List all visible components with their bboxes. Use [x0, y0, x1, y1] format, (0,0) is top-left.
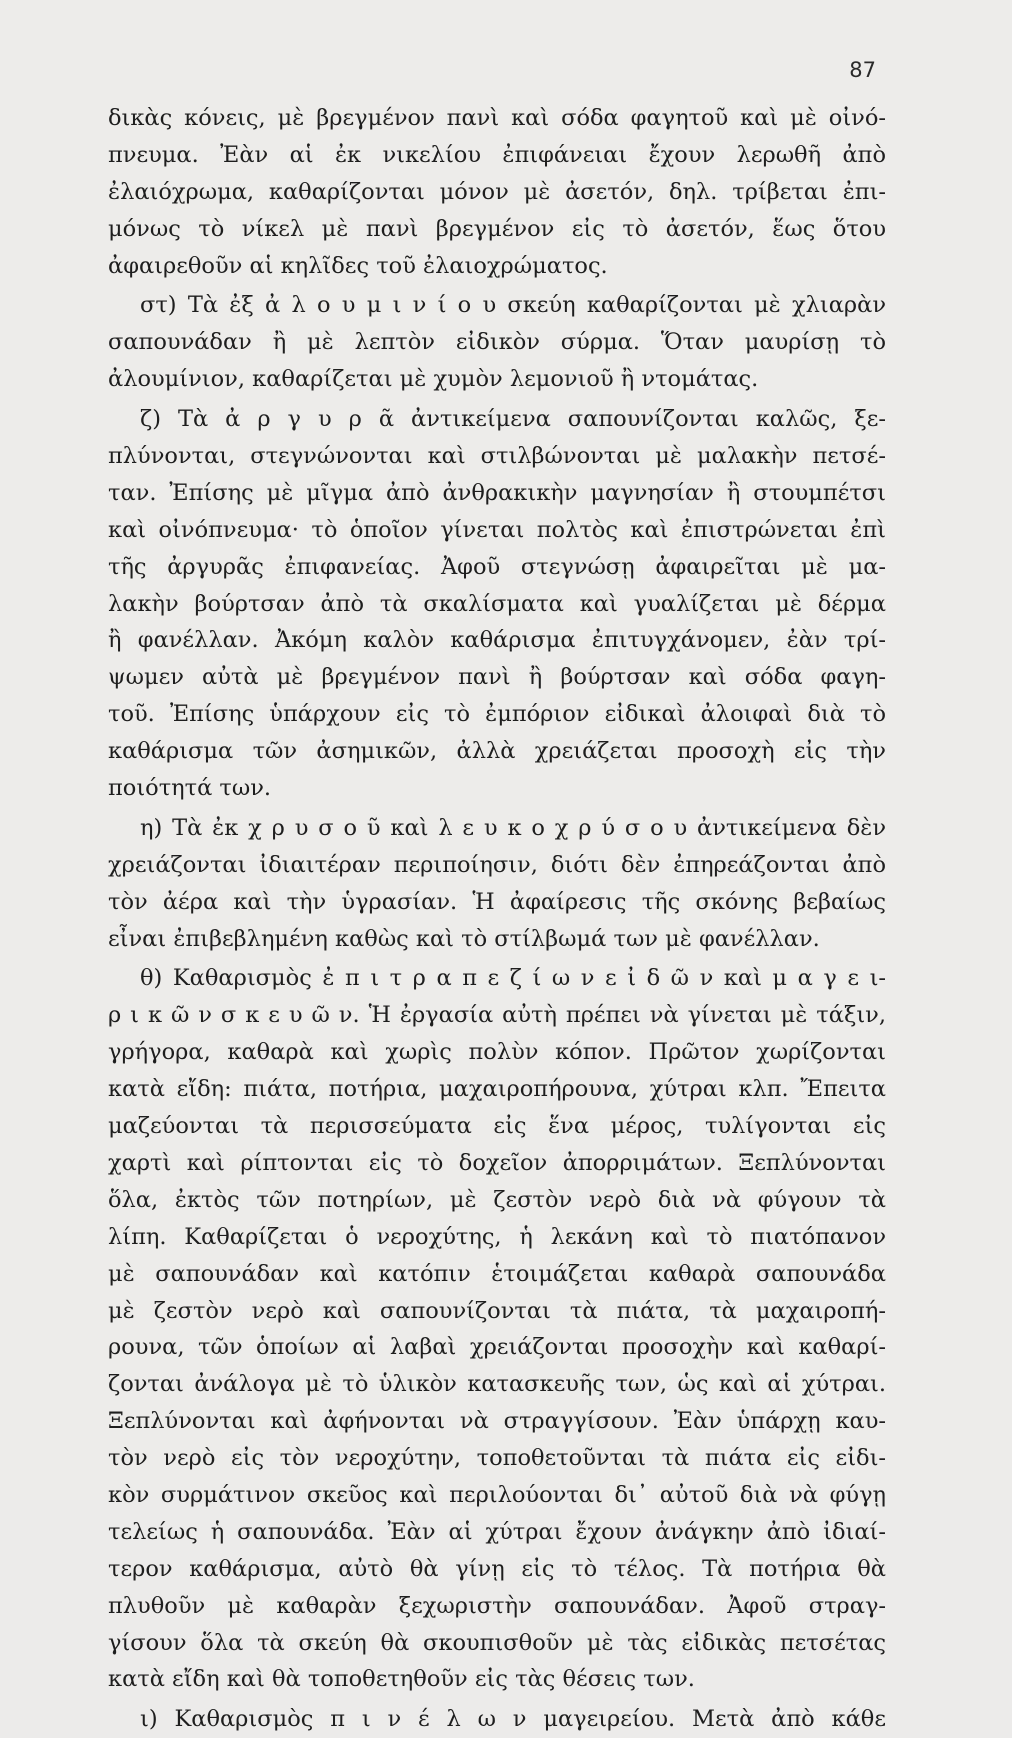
text-line: μὲ ζεστὸν νερὸ καὶ σαπουνίζονται τὰ πιάτα, τὰ μαχαιροπή- [108, 1297, 886, 1324]
text-line: τῆς ἀργυρᾶς ἐπιφανείας. Ἀφοῦ στεγνώσῃ ἀφαιρεῖται μὲ μα- [108, 553, 886, 580]
text-line: πλυθοῦν μὲ καθαρὰν ξεχωριστὴν σαπουνάδαν. Ἀφοῦ στραγ- [108, 1592, 886, 1619]
text-line: δικὰς κόνεις, μὲ βρεγμένον πανὶ καὶ σόδα φαγητοῦ καὶ μὲ οἰνό- [108, 105, 886, 131]
text-line: ρ ι κ ῶ ν σ κ ε υ ῶ ν. Ἡ ἐργασία αὐτὴ πρέπει νὰ γίνεται μὲ τάξιν, [108, 1002, 886, 1029]
text-line: ἢ φανέλλαν. Ἀκόμη καλὸν καθάρισμα ἐπιτυγχάνομεν, ἐὰν τρί- [108, 627, 886, 654]
text-line: μαζεύονται τὰ περισσεύματα εἰς ἕνα μέρος, τυλίγονται εἰς [108, 1113, 886, 1140]
text-line: κὸν συρμάτινον σκεῦος καὶ περιλούονται δι᾽ αὐτοῦ διὰ νὰ φύγῃ [108, 1481, 886, 1508]
text-line: τοῦ. Ἐπίσης ὑπάρχουν εἰς τὸ ἐμπόριον εἰδικαὶ ἀλοιφαὶ διὰ τὸ [108, 701, 886, 728]
text-line: τὸν νερὸ εἰς τὸν νεροχύτην, τοποθετοῦνται τὰ πιάτα εἰς εἰδι- [108, 1445, 886, 1472]
text-line: τελείως ἡ σαπουνάδα. Ἐὰν αἱ χύτραι ἔχουν ἀνάγκην ἀπὸ ἰδιαί- [108, 1518, 886, 1545]
text-line: η) Τὰ ἐκ χ ρ υ σ ο ῦ καὶ λ ε υ κ ο χ ρ ύ σ ο υ ἀντικείμενα δὲν [140, 814, 886, 841]
text-line: πνευμα. Ἐὰν αἱ ἐκ νικελίου ἐπιφάνειαι ἔχουν λερωθῆ ἀπὸ [108, 141, 886, 168]
text-line: σαπουνάδαν ἢ μὲ λεπτὸν εἰδικὸν σύρμα. Ὅταν μαυρίσῃ τὸ [108, 329, 886, 356]
text-line: ζονται ἀνάλογα μὲ τὸ ὑλικὸν κατασκευῆς των, ὡς καὶ αἱ χύτραι. [108, 1371, 886, 1398]
body-text [108, 100, 886, 1738]
text-line: λίπη. Καθαρίζεται ὁ νεροχύτης, ἡ λεκάνη καὶ τὸ πιατόπανον [108, 1223, 886, 1250]
text-line: ὅλα, ἐκτὸς τῶν ποτηρίων, μὲ ζεστὸν νερὸ διὰ νὰ φύγουν τὰ [108, 1186, 886, 1213]
text-line: ψωμεν αὐτὰ μὲ βρεγμένον πανὶ ἢ βούρτσαν καὶ σόδα φαγη- [108, 664, 886, 691]
text-line: κατὰ εἴδη: πιάτα, ποτήρια, μαχαιροπήρουνα, χύτραι κλπ. Ἔπειτα [108, 1076, 886, 1103]
text-line: ἐλαιόχρωμα, καθαρίζονται μόνον μὲ ἀσετόν, δηλ. τρίβεται ἐπι- [108, 178, 886, 205]
text-line: καὶ οἰνόπνευμα· τὸ ὁποῖον γίνεται πολτὸς καὶ ἐπιστρώνεται ἐπὶ [108, 516, 886, 543]
text-line: ι) Καθαρισμὸς π ι ν έ λ ω ν μαγειρείου. Μετὰ ἀπὸ κάθε [140, 1706, 886, 1733]
text-line: εἶναι ἐπιβεβλημένη καθὼς καὶ τὸ στίλβωμά των μὲ φανέλλαν. [108, 925, 820, 952]
text-line: γίσουν ὅλα τὰ σκεύη θὰ σκουπισθοῦν μὲ τὰς εἰδικὰς πετσέτας [108, 1629, 886, 1656]
text-line: ζ) Τὰ ἀ ρ γ υ ρ ᾶ ἀντικείμενα σαπουνίζονται καλῶς, ξε- [140, 406, 886, 433]
text-line: ἀφαιρεθοῦν αἱ κηλῖδες τοῦ ἐλαιοχρώματος. [108, 252, 608, 279]
text-line: μόνως τὸ νίκελ μὲ πανὶ βρεγμένον εἰς τὸ ἀσετόν, ἕως ὅτου [108, 215, 886, 242]
text-line: ρουνα, τῶν ὁποίων αἱ λαβαὶ χρειάζονται προσοχὴν καὶ καθαρί- [108, 1334, 886, 1361]
text-line: γρήγορα, καθαρὰ καὶ χωρὶς πολὺν κόπον. Πρῶτον χωρίζονται [108, 1039, 886, 1066]
text-line: λακὴν βούρτσαν ἀπὸ τὰ σκαλίσματα καὶ γυαλίζεται μὲ δέρμα [108, 590, 886, 617]
text-line: κατὰ εἴδη καὶ θὰ τοποθετηθοῦν εἰς τὰς θέσεις των. [108, 1666, 695, 1693]
page-number: 87 [849, 58, 876, 82]
text-line: πλύνονται, στεγνώνονται καὶ στιλβώνονται μὲ μαλακὴν πετσέ- [108, 443, 886, 470]
text-line: ποιότητά των. [108, 775, 272, 802]
text-line: τερον καθάρισμα, αὐτὸ θὰ γίνῃ εἰς τὸ τέλος. Τὰ ποτήρια θὰ [108, 1555, 886, 1582]
text-line: χρειάζονται ἰδιαιτέραν περιποίησιν, διότι δὲν ἐπηρεάζονται ἀπὸ [108, 851, 886, 878]
text-line: θ) Καθαρισμὸς ἐ π ι τ ρ α π ε ζ ί ω ν ε ἰ δ ῶ ν καὶ μ α γ ε ι- [140, 965, 886, 992]
text-line: Ξεπλύνονται καὶ ἀφήνονται νὰ στραγγίσουν. Ἐὰν ὑπάρχῃ καυ- [108, 1408, 886, 1435]
text-line: ἀλουμίνιον, καθαρίζεται μὲ χυμὸν λεμονιοῦ ἢ ντομάτας. [108, 366, 759, 393]
text-line: καθάρισμα τῶν ἀσημικῶν, ἀλλὰ χρειάζεται προσοχὴ εἰς τὴν [108, 738, 886, 765]
text-line: μὲ σαπουνάδαν καὶ κατόπιν ἑτοιμάζεται καθαρὰ σαπουνάδα [108, 1260, 886, 1287]
text-line: ταν. Ἐπίσης μὲ μῖγμα ἀπὸ ἀνθρακικὴν μαγνησίαν ἢ στουμπέτσι [108, 479, 886, 506]
text-line: στ) Τὰ ἐξ ἀ λ ο υ μ ι ν ί ο υ σκεύη καθαρίζονται μὲ χλιαρὰν [140, 292, 886, 319]
text-line: τὸν ἀέρα καὶ τὴν ὑγρασίαν. Ἡ ἀφαίρεσις τῆς σκόνης βεβαίως [108, 888, 886, 915]
text-line: χαρτὶ καὶ ρίπτονται εἰς τὸ δοχεῖον ἀπορριμάτων. Ξεπλύνονται [108, 1149, 886, 1176]
